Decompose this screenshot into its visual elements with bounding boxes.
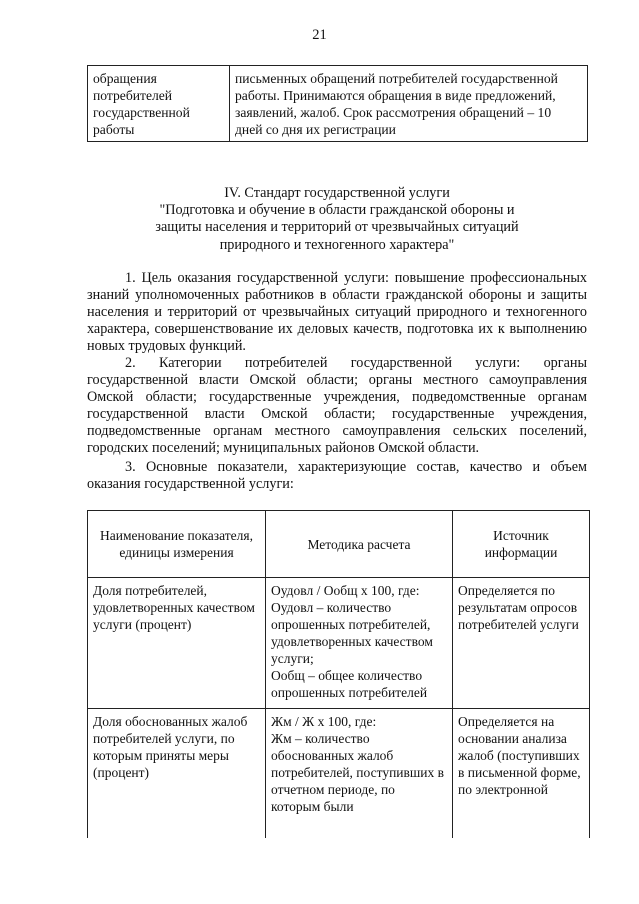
continuation-table	[87, 65, 588, 142]
table-cell	[88, 66, 230, 142]
page-bottom-margin	[0, 838, 639, 904]
paragraph-categories	[87, 355, 587, 458]
indicator-source: Определяется на основании анализа жалоб (поступивших в письменной форме, по электронной	[453, 709, 590, 879]
indicator-method	[266, 578, 453, 709]
method-line: Оудовл – количество опрошенных потребителей, удовлетворенных качеством услуги;	[271, 600, 433, 666]
indicator-name: Доля обоснованных жалоб потребителей услуги, по которым приняты меры (процент)	[88, 709, 266, 879]
heading-line: защиты населения и территорий от чрезвычайных ситуаций	[155, 219, 519, 236]
section-heading	[87, 185, 587, 254]
heading-line: "Подготовка и обучение в области гражданской обороны и	[159, 202, 515, 219]
indicator-name: Доля потребителей, удовлетворенных качеством услуги (процент)	[88, 578, 266, 709]
cell-line: обращения	[93, 71, 157, 86]
header-cell: Источник информации	[453, 511, 590, 578]
cell-line: работы	[93, 122, 135, 137]
page-number: 21	[312, 27, 327, 43]
table-row	[88, 66, 588, 142]
header-cell: Методика расчета	[266, 511, 453, 578]
method-line: Ообщ – общее количество опрошенных потребителей	[271, 668, 428, 700]
cell-line: потребителей	[93, 88, 173, 103]
cell-line: государственной	[93, 105, 190, 120]
method-line: Оудовл / Ообщ х 100, где:	[271, 583, 420, 598]
heading-line: природного и техногенного характера"	[219, 236, 455, 253]
indicator-source: Определяется по результатам опросов потребителей услуги	[453, 578, 590, 709]
method-line: Жм – количество обоснованных жалоб потребителей, поступивших в отчетном периоде, по которым были	[271, 731, 445, 814]
table-header-row	[88, 511, 590, 578]
indicators-table	[87, 510, 590, 879]
paragraph-goal	[87, 270, 587, 355]
table-row	[88, 578, 590, 709]
header-cell: Наименование показателя, единицы измерения	[88, 511, 266, 578]
method-line: Жм / Ж х 100, где:	[271, 714, 377, 729]
table-cell: письменных обращений потребителей государственной работы. Принимаются обращения в виде предложений, заявлений, жалоб. Срок рассмотрения обращений – 10 дней со дня их регистрации	[230, 66, 588, 142]
paragraph-indicators	[87, 459, 587, 493]
paragraph-text: 2. Категории потребителей государственной услуги: органы государственной власти Омской области; органы местного самоуправления Омской области; государственные учреждения, подведомственные органам государственной власти Омской области; государственные учреждения, подведомственные органам местного самоуправления сельских поселений, городских поселений; муниципальных районов Омской области.	[87, 355, 587, 457]
paragraph-text: 3. Основные показатели, характеризующие состав, качество и объем оказания государственной услуги:	[87, 459, 587, 493]
heading-line: IV. Стандарт государственной услуги	[224, 185, 450, 201]
paragraph-text: 1. Цель оказания государственной услуги: повышение профессиональных знаний уполномоченных работников в области гражданской обороны и защиты населения и территорий от чрезвычайных ситуаций природного и техногенного характера, совершенствование их деловых качеств, подготовка их к выполнению новых трудовых функций.	[87, 270, 587, 355]
